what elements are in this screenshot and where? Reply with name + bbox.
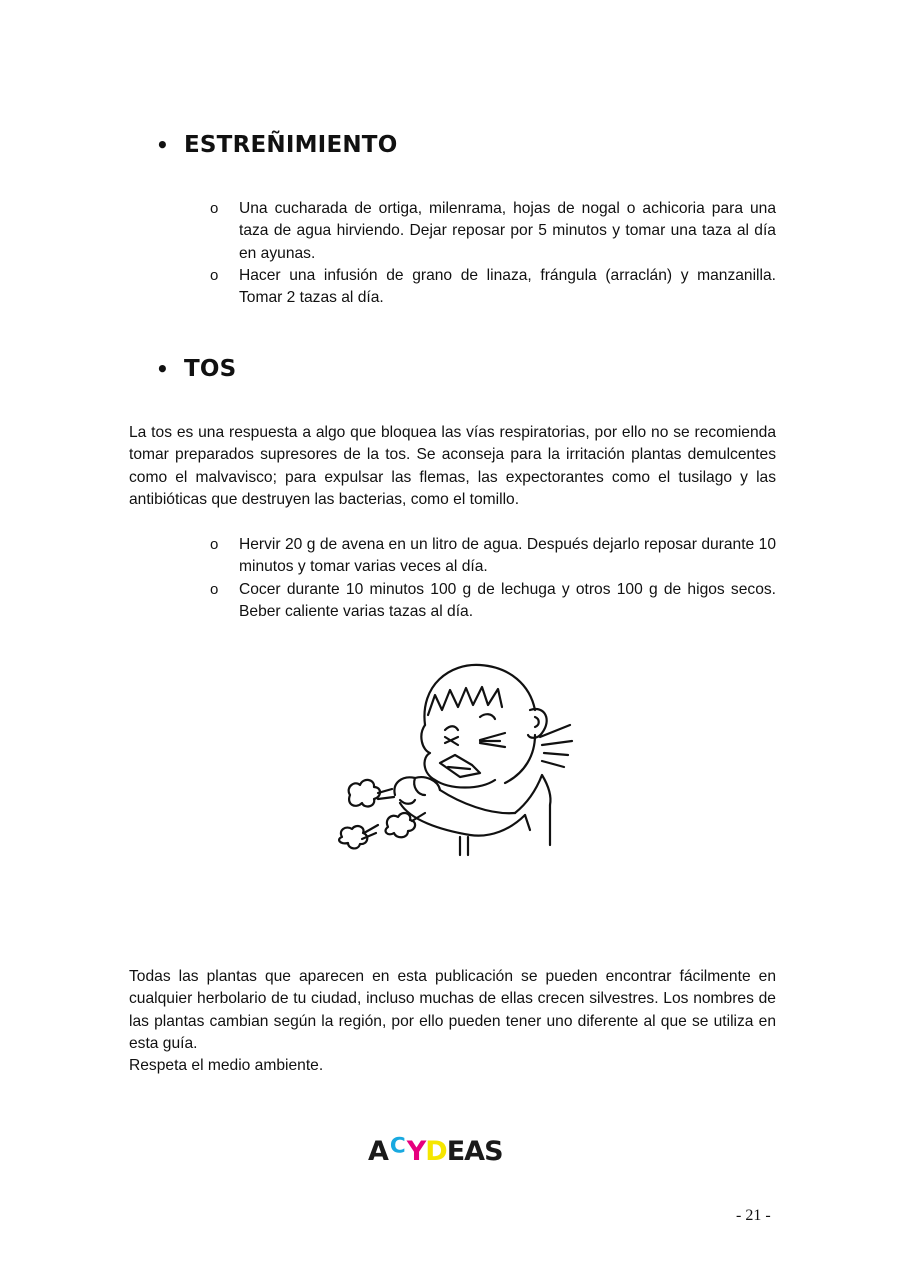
bullet-icon: •	[156, 133, 169, 157]
section-title: TOS	[184, 356, 237, 382]
sub-bullet-icon: o	[210, 580, 219, 598]
logo-letter: S	[484, 1136, 503, 1167]
sub-bullet-icon: o	[210, 536, 219, 553]
tos-intro-paragraph: La tos es una respuesta a algo que bloquea las vías respiratorias, por ello no se recomienda tomar preparados supresores de la tos. Se aconseja para la irritación plantas demulcentes como el malvavisco; para expulsar las flemas, las expectorantes como el tusilago y las antibióticas que destruyen las bacterias, como el tomillo.	[129, 424, 776, 508]
section-heading-tos	[156, 356, 236, 382]
logo-letter: A	[368, 1136, 388, 1167]
bullet-icon: •	[156, 357, 169, 381]
estrenimiento-remedies-list	[210, 198, 776, 309]
list-item-text: Hacer una infusión de grano de linaza, frángula (arraclán) y manzanilla. Tomar 2 tazas al día.	[239, 266, 776, 307]
list-item	[210, 265, 776, 310]
sub-bullet-icon: o	[210, 200, 219, 217]
section-title: ESTREÑIMIENTO	[184, 132, 398, 158]
page-number: - 21 -	[736, 1207, 771, 1224]
footer-note-text: Todas las plantas que aparecen en esta publicación se pueden encontrar fácilmente en cualquier herbolario de tu ciudad, incluso muchas de ellas crecen silvestres. Los nombres de las plantas cambian según la región, por ello pueden tener uno diferente al que se utiliza en esta guía.	[129, 968, 776, 1052]
sub-bullet-icon: o	[210, 266, 219, 284]
list-item-text: Cocer durante 10 minutos 100 g de lechuga y otros 100 g de higos secos. Beber caliente varias tazas al día.	[239, 580, 776, 620]
logo-letter: E	[446, 1136, 465, 1167]
list-item	[210, 579, 776, 624]
section-heading-estrenimiento	[156, 132, 397, 158]
logo-letter: A	[464, 1136, 485, 1167]
list-item	[210, 534, 776, 579]
coughing-child-illustration	[330, 655, 580, 865]
list-item-text: Una cucharada de ortiga, milenrama, hojas de nogal o achicoria para una taza de agua hirviendo. Dejar reposar por 5 minutos y tomar una taza al día en ayunas.	[239, 200, 776, 262]
logo-letter: C	[389, 1133, 405, 1158]
logo-letter: D	[425, 1136, 447, 1167]
footer-note-closing: Respeta el medio ambiente.	[129, 1057, 324, 1075]
acydeas-logo	[368, 1133, 538, 1167]
footer-note	[129, 966, 776, 1077]
logo-letter: Y	[406, 1136, 426, 1167]
tos-remedies-list	[210, 534, 776, 623]
list-item-text: Hervir 20 g de avena en un litro de agua. Después dejarlo reposar durante 10 minutos y tomar varias veces al día.	[239, 536, 776, 576]
list-item	[210, 198, 776, 265]
